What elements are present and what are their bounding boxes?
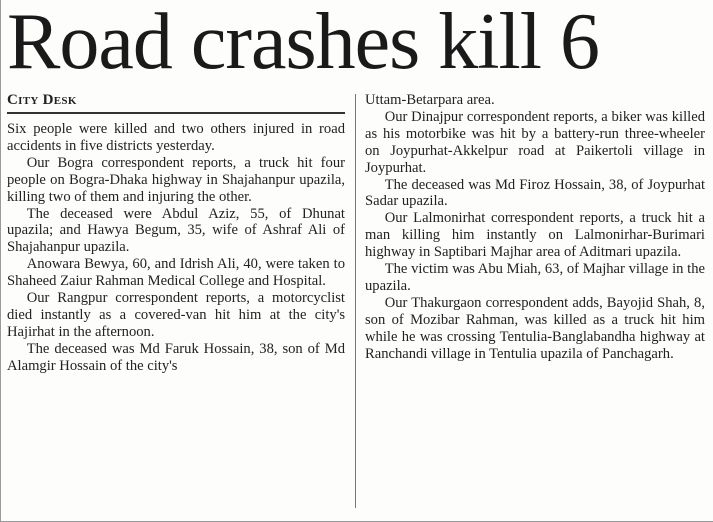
paragraph: Anowara Bewya, 60, and Idrish Ali, 40, were taken to Shaheed Zaiur Rahman Medical College and Hospital. [7, 256, 345, 290]
byline: City Desk [7, 92, 77, 108]
headline: Road crashes kill 6 [7, 0, 599, 86]
paragraph: The deceased was Md Faruk Hossain, 38, son of Md Alamgir Hossain of the city's [7, 340, 345, 374]
paragraph: Our Lalmonirhat correspondent reports, a truck hit a man killing him instantly on Lalmonirhar-Burimari highway in Saptibari Majhar area of Aditmari upazila. [365, 210, 705, 261]
paragraph: The deceased were Abdul Aziz, 55, of Dhunat upazila; and Hawya Begum, 35, wife of Ashraf Ali of Shajahanpur upazila. [7, 205, 345, 256]
paragraph: The victim was Abu Miah, 63, of Majhar village in the upazila. [365, 261, 705, 294]
paragraph: Our Dinajpur correspondent reports, a biker was killed as his motorbike was hit by a battery-run three-wheeler on Joypurhat-Akkelpur road at Paikertoli village in Joypurhat. [365, 108, 705, 176]
paragraph: The deceased was Md Firoz Hossain, 38, of Joypurhat Sadar upazila. [365, 176, 705, 210]
paragraph: Six people were killed and two others injured in road accidents in five districts yesterday. [7, 121, 345, 154]
paragraph: Our Bogra correspondent reports, a truck hit four people on Bogra-Dhaka highway in Shajahanpur upazila, killing two of them and injuring the other. [7, 154, 345, 205]
paragraph: Our Rangpur correspondent reports, a motorcyclist died instantly as a covered-van hit him at the city's Hajirhat in the afternoon. [7, 290, 345, 340]
paragraph: Our Thakurgaon correspondent adds, Bayojid Shah, 8, son of Mozibar Rahman, was killed as a truck hit him while he was crossing Tentulia-Banglabandha highway at Ranchandi village in Tentulia upazila of Panchagarh. [365, 294, 705, 362]
column-right [365, 92, 705, 363]
column-divider [355, 94, 356, 508]
column-left [7, 92, 345, 375]
paragraph-continued: Uttam-Betarpara area. [365, 92, 495, 108]
byline-rule [7, 112, 345, 114]
